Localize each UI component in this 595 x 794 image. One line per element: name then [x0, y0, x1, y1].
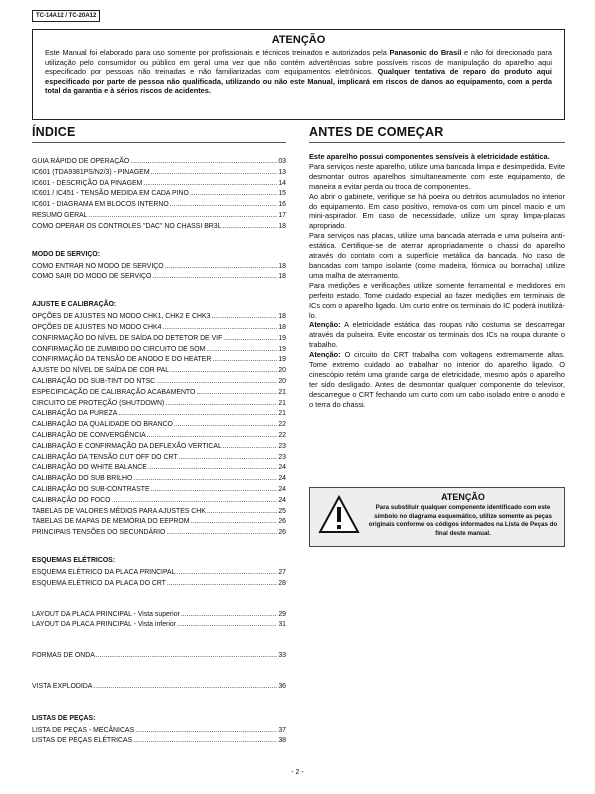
toc-row[interactable]: [32, 568, 286, 579]
toc-row[interactable]: [32, 517, 286, 528]
before-p5-text: A eletricidade estática das roupas não costuma se descarregar através da pulseira. Evite encostar os terminais dos ICs na roupa durante o trabalho.: [309, 320, 565, 350]
toc-row[interactable]: [32, 453, 286, 464]
toc-row[interactable]: [32, 334, 286, 345]
toc-row[interactable]: [32, 579, 286, 590]
toc-label: LISTAS DE PEÇAS ELÉTRICAS: [32, 737, 133, 745]
index-group-adjust: [32, 312, 286, 539]
toc-row[interactable]: [32, 211, 286, 222]
toc-page: 18: [278, 262, 286, 270]
toc-label: OPÇÕES DE AJUSTES NO MODO CHK1, CHK2 E CHK3: [32, 313, 211, 321]
adjust-heading: AJUSTE E CALIBRAÇÃO:: [32, 301, 117, 309]
toc-label: COMO ENTRAR NO MODO DE SERVIÇO: [32, 262, 164, 270]
toc-label: CALIBRAÇÃO DO SUB-TINT DO NTSC: [32, 377, 156, 385]
toc-row[interactable]: [32, 399, 286, 410]
toc-label: IC601 / IC451 - TENSÃO MEDIDA EM CADA PINO: [32, 190, 189, 198]
toc-page: 28: [278, 579, 286, 587]
toc-row[interactable]: [32, 157, 286, 168]
toc-page: 38: [278, 737, 286, 745]
toc-row[interactable]: [32, 366, 286, 377]
toc-page: 24: [278, 485, 286, 493]
toc-row[interactable]: [32, 726, 286, 737]
toc-row[interactable]: [32, 736, 286, 747]
toc-label: CONFIRMAÇÃO DO NÍVEL DE SAÍDA DO DETETOR DE VIF: [32, 334, 223, 342]
before-rule: [309, 142, 565, 143]
toc-label: CALIBRAÇÃO DE CONVERGÊNCIA: [32, 431, 146, 439]
toc-row[interactable]: [32, 272, 286, 283]
index-group-service: [32, 262, 286, 284]
toc-label: AJUSTE DO NÍVEL DE SAÍDA DE COR PAL: [32, 367, 170, 375]
notice-title: ATENÇÃO: [271, 34, 326, 46]
toc-label: IC601 - DESCRIÇÃO DA PINAGEM: [32, 179, 143, 187]
notice-box: [32, 29, 565, 120]
toc-label: TABELAS DE MAPAS DE MEMÓRIA DO EEPROM: [32, 518, 190, 526]
toc-label: CONFIRMAÇÃO DE ZUMBIDO DO CIRCUITO DE SOM: [32, 345, 206, 353]
before-intro: Este aparelho possui componentes sensíveis à eletricidade estática.: [309, 152, 550, 161]
toc-row[interactable]: [32, 442, 286, 453]
toc-page: 22: [278, 421, 286, 429]
index-title: ÍNDICE: [32, 125, 76, 139]
before-column: [309, 125, 565, 410]
toc-label: CIRCUITO DE PROTEÇÃO (SHUTDOWN): [32, 399, 165, 407]
index-group-schematics: [32, 568, 286, 590]
toc-label: PRINCIPAIS TENSÕES DO SECUNDÁRIO: [32, 529, 166, 537]
toc-label: CALIBRAÇÃO DO SUB BRILHO: [32, 475, 133, 483]
toc-row[interactable]: [32, 323, 286, 334]
toc-row[interactable]: [32, 222, 286, 233]
toc-page: 17: [278, 211, 286, 219]
toc-row[interactable]: [32, 463, 286, 474]
toc-label: CALIBRAÇÃO DO WHITE BALANCE: [32, 464, 147, 472]
index-group-general: [32, 157, 286, 233]
toc-row[interactable]: [32, 179, 286, 190]
schematics-heading: ESQUEMAS ELÉTRICOS:: [32, 556, 116, 564]
toc-page: 33: [278, 652, 286, 660]
toc-row[interactable]: [32, 200, 286, 211]
toc-page: 19: [278, 356, 286, 364]
toc-row-exploded[interactable]: [32, 682, 286, 693]
toc-label: TABELAS DE VALORES MÉDIOS PARA AJUSTES CHK: [32, 507, 206, 515]
page-number: - 2 -: [291, 769, 304, 776]
toc-label: ESPECIFICAÇÃO DE CALIBRAÇÃO ACABAMENTO: [32, 388, 196, 396]
toc-label: LISTA DE PEÇAS - MECÂNICAS: [32, 726, 135, 734]
toc-label: CALIBRAÇÃO DO SUB-CONTRASTE: [32, 485, 150, 493]
toc-page: 18: [278, 313, 286, 321]
service-heading: MODO DE SERVIÇO:: [32, 250, 101, 258]
toc-label: COMO OPERAR OS CONTROLES "DAC" NO CHASSI BR3L: [32, 222, 222, 230]
toc-page: 27: [278, 568, 286, 576]
toc-page: 23: [278, 453, 286, 461]
before-p2: Ao abrir o gabinete, verifique se há poeira ou detritos acumulados no interior do equipamento. Em caso positivo, remova-os com um pincel macio e um mini-aspirador. Em caso de necessidade, utilize um spray limpa-placas apropriado.: [309, 191, 565, 231]
toc-page: 26: [278, 518, 286, 526]
warning-triangle-icon: [318, 495, 360, 535]
toc-label: COMO SAIR DO MODO DE SERVIÇO: [32, 273, 152, 281]
toc-label: CALIBRAÇÃO E CONFIRMAÇÃO DA DEFLEXÃO VERTICAL: [32, 442, 222, 450]
toc-label: IC601 - DIAGRAMA EM BLOCOS INTERNO: [32, 201, 169, 209]
notice-text-b: e não foi direcionado para utilização pelo consumidor ou público em geral uma vez que não contém advertências sobre possíveis riscos de manipulação do aparelho aqui especificado por pessoas não treinadas e não familiarizadas com equipamentos eletrônicos.: [45, 48, 552, 76]
toc-row[interactable]: [32, 420, 286, 431]
notice-text: [45, 48, 552, 96]
toc-label: CALIBRAÇÃO DA PUREZA: [32, 410, 118, 418]
toc-page: 25: [278, 507, 286, 515]
toc-label: IC601 (TDA9381PS/N2/3) - PINAGEM: [32, 168, 150, 176]
toc-row-waves[interactable]: [32, 651, 286, 662]
notice-text-a: Este Manual foi elaborado para uso somente por profissionais e técnicos treinados e autorizados pela: [45, 48, 390, 57]
toc-page: 21: [278, 410, 286, 418]
toc-page: 14: [278, 179, 286, 187]
before-p5-label: Atenção:: [309, 320, 341, 330]
warning-text: Para substituir qualquer componente identificado com este símbolo no diagrama esquemático, utilize somente as peças originais conforme os códigos informados na Lista de Peças do final deste manual.: [368, 504, 558, 537]
before-p6-text: O circuito do CRT trabalha com voltagens extremamente altas. Tome extremo cuidado ao trabalhar no interior do aparelho ligado. O cinescópio retém uma grande carga de eletricidade, mesmo após o aparelho ter sido desligado. Antes de desmontar qualquer componente do televisor, descarregue o CRT fechando um curto com um cabo isolado entre o anodo e o terra do chassi.: [309, 350, 565, 409]
toc-page: 21: [278, 399, 286, 407]
toc-row[interactable]: [32, 496, 286, 507]
toc-row[interactable]: [32, 312, 286, 323]
before-body: [309, 152, 565, 410]
toc-row[interactable]: [32, 474, 286, 485]
toc-row[interactable]: [32, 377, 286, 388]
toc-row[interactable]: [32, 528, 286, 539]
toc-page: 13: [278, 168, 286, 176]
toc-label: CALIBRAÇÃO DA TENSÃO CUT OFF DO CRT: [32, 453, 178, 461]
before-p1: Para serviços neste aparelho, utilize uma bancada limpa e desimpedida. Evite desmontar outros aparelhos simultaneamente com este equipamento, de maneira a evitar perda ou troca de componentes.: [309, 161, 565, 191]
toc-page: 21: [278, 388, 286, 396]
toc-page: 16: [278, 201, 286, 209]
before-title: ANTES DE COMEÇAR: [309, 125, 444, 139]
toc-page: 29: [278, 610, 286, 618]
toc-page: 18: [278, 222, 286, 230]
index-group-parts: [32, 726, 286, 748]
toc-page: 23: [278, 442, 286, 450]
toc-label: FORMAS DE ONDA: [32, 652, 95, 660]
before-p5: [309, 320, 565, 350]
index-column: [32, 125, 286, 747]
toc-label: LAYOUT DA PLACA PRINCIPAL - Vista superior: [32, 610, 180, 618]
toc-page: 20: [278, 367, 286, 375]
toc-page: 26: [278, 529, 286, 537]
toc-label: OPÇÕES DE AJUSTES NO MODO CHK4: [32, 323, 162, 331]
toc-page: 31: [278, 621, 286, 629]
toc-page: 03: [278, 158, 286, 165]
toc-row[interactable]: [32, 409, 286, 420]
model-label: TC-14A12 / TC-20A12: [32, 10, 100, 22]
toc-label: GUIA RÁPIDO DE OPERAÇÃO: [32, 158, 130, 165]
toc-row[interactable]: [32, 610, 286, 621]
toc-page: 19: [278, 345, 286, 353]
toc-label: CALIBRAÇÃO DO FOCO: [32, 496, 111, 504]
toc-row[interactable]: [32, 262, 286, 273]
toc-page: 19: [278, 334, 286, 342]
toc-label: CONFIRMAÇÃO DA TENSÃO DE ANODO E DO HEATER: [32, 356, 212, 364]
before-p4: Para medições e verificações utilize somente ferramental e medidores em perfeito estado. Tome cuidado especial ao fazer medições em terminais de ICs com o aparelho ligado. Um curto entre os terminais do IC poderá inutilizá-lo.: [309, 280, 565, 320]
warning-title: ATENÇÃO: [441, 492, 485, 502]
toc-row[interactable]: [32, 355, 286, 366]
toc-page: 37: [278, 726, 286, 734]
toc-page: 36: [278, 682, 286, 690]
toc-page: 24: [278, 464, 286, 472]
notice-brand: Panasonic do Brasil: [389, 48, 462, 57]
toc-label: VISTA EXPLODIDA: [32, 682, 93, 690]
toc-label: CALIBRAÇÃO DA QUALIDADE DO BRANCO: [32, 421, 173, 429]
toc-label: LAYOUT DA PLACA PRINCIPAL - Vista inferior: [32, 621, 176, 629]
toc-page: 20: [278, 377, 286, 385]
toc-page: 24: [278, 496, 286, 504]
toc-label: RESUMO GERAL: [32, 211, 88, 219]
toc-row[interactable]: [32, 168, 286, 179]
toc-page: 18: [278, 273, 286, 281]
toc-row[interactable]: [32, 485, 286, 496]
toc-row[interactable]: [32, 189, 286, 200]
before-p3: Para serviços nas placas, utilize uma bancada aterrada e uma pulseira anti-estática. Certifique-se de aterrar apropriadamente o chassi do aparelho através do contato com a superfície metálica da bancada. No caso de bancadas com tampo isolante (como madeira, fórmica ou borracha) utilize uma malha de aterramento.: [309, 231, 565, 280]
notice-warning: Qualquer tentativa de reparo do produto aqui especificado por parte de pessoa não qualificada, utilizando ou não este Manual, implicará em riscos de danos ao equipamento, com a perda total da garantia e à sérios riscos de acidentes.: [45, 67, 552, 95]
toc-row[interactable]: [32, 507, 286, 518]
toc-page: 15: [278, 190, 286, 198]
parts-heading: LISTAS DE PEÇAS:: [32, 714, 96, 722]
toc-label: ESQUEMA ELÉTRICO DA PLACA DO CRT: [32, 579, 166, 587]
toc-page: 22: [278, 431, 286, 439]
toc-row[interactable]: [32, 620, 286, 631]
toc-row[interactable]: [32, 388, 286, 399]
warning-box: [309, 487, 565, 547]
toc-row[interactable]: [32, 345, 286, 356]
toc-label: ESQUEMA ELÉTRICO DA PLACA PRINCIPAL: [32, 568, 176, 576]
toc-page: 24: [278, 475, 286, 483]
before-p6-label: Atenção:: [309, 350, 341, 360]
index-group-layout: [32, 610, 286, 632]
toc-page: 18: [278, 323, 286, 331]
toc-row[interactable]: [32, 431, 286, 442]
before-p6: [309, 350, 565, 409]
